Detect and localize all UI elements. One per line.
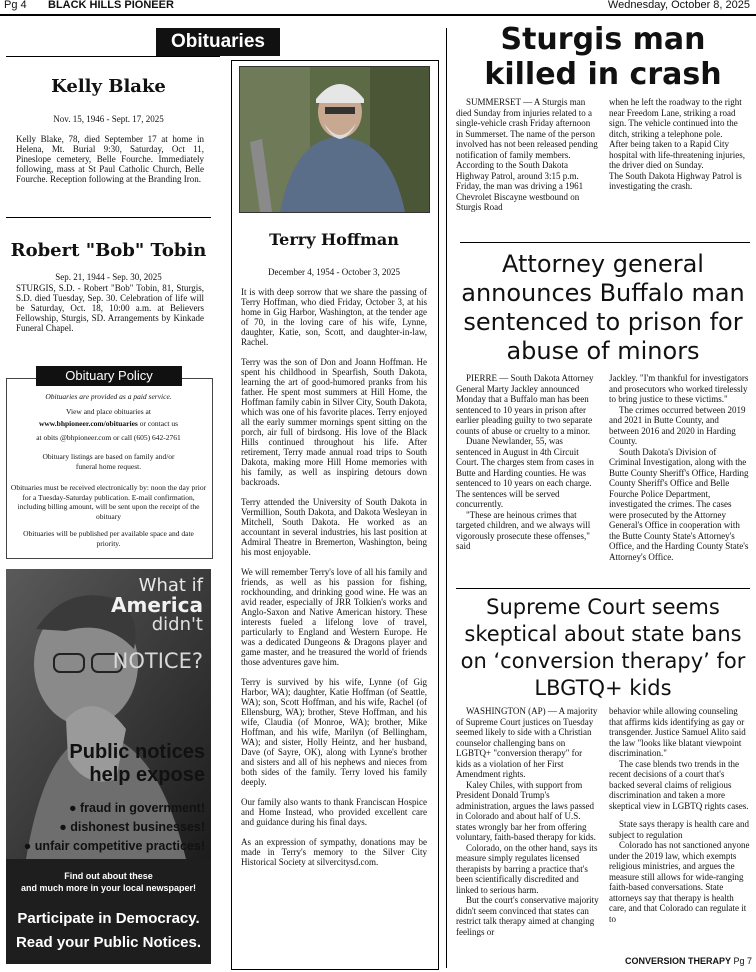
policy-line: Obituaries must be received electronically by: noon the day prior for a Tuesday-Saturday publication. E-mail confirmation, including billing amount, will be sent upon the receipt of the obituary <box>10 483 207 521</box>
ad-didnt: didn't <box>151 614 203 635</box>
ad-bullets <box>24 799 205 856</box>
page-number: Pg 4 <box>4 0 27 11</box>
scotus-col-2: behavior while allowing counseling that affirms kids identifying as gay or transgender. Justice Samuel Alito said the law "looks like blatant viewpoint discrimination." The case blends two trends in the recent decisions of a court that's backed several claims of religious discrimination and taken a more skeptical view in LGBTQ rights cases. State says therapy is health care and subject to regulation Colorado has not sanctioned anyone under the 2019 law, which exempts religious ministries, and argues the measure still allows for wide-ranging faith-based conversations. State attorneys say that therapy is health care, and that Colorado can regulate it to <box>609 706 750 924</box>
ad-what-if: What if <box>138 575 203 596</box>
sturgis-col-2: when he left the roadway to the right near Freedom Lane, striking a road sign. The vehicle continued into the ditch, striking a telephone pole. After being taken to a Rapid City hospital with life-threatening injuries, the driver died on Sunday. The South Dakota Highway Patrol is investigating the crash. <box>609 97 745 191</box>
policy-line: Obituary listings are based on family and/or funeral home request. <box>42 452 175 471</box>
obit-body-hoffman <box>241 287 427 877</box>
policy-contact: at obits @bhpioneer.com or call (605) 642-2761 <box>36 433 181 442</box>
ad-bullet: ● dishonest businesses! <box>59 820 205 834</box>
ad-america: America <box>111 593 203 617</box>
ad-notice: NOTICE? <box>112 649 203 673</box>
headline-line: LBGTQ+ kids <box>534 676 672 700</box>
policy-line: Obituaries will be published per available space and date priority. <box>23 529 194 548</box>
policy-line: View and place obituaries at <box>66 407 151 416</box>
headline-line: skeptical about state bans <box>464 622 742 646</box>
continued-jump[interactable] <box>612 956 752 966</box>
scotus-headline <box>456 594 750 702</box>
obit-paragraph: Terry is survived by his wife, Lynne (of Gig Harbor, WA); daughter, Katie Hoffman (of Seattle, WA); son, Scott Hoffman, and his wife, Rachel (of Ellensburg, WA); brother, Steve Hoffman, and his wife, Claudia (of Monroe, WA); brother, Mike Hoffman, and his wife, Marilyn (of Bellingham, WA); and sister, Holly Heintz, and her husband, Dave (of Sayre, OK), along with Lynne's brother and sisters and all of his nephews and nieces from both sides of the family. Terry loved his family deeply. <box>241 677 427 787</box>
attorney-headline <box>456 250 750 366</box>
obit-paragraph: Our family also wants to thank Franciscan Hospice and Home Instead, who provided excellent care and guidance during his final days. <box>241 797 427 827</box>
ad-bullet: ● fraud in government! <box>68 801 205 815</box>
headline-line: sentenced to prison for <box>463 308 743 336</box>
ad-find-out: Find out about these <box>64 871 153 881</box>
headline-line: Sturgis man <box>500 22 706 57</box>
obit-name-hoffman: Terry Hoffman <box>269 230 399 249</box>
section-title: Obituaries <box>156 28 280 56</box>
obit-name-kelly: Kelly Blake <box>51 76 166 97</box>
ad-help-expose: help expose <box>89 764 205 786</box>
obituary-policy-title: Obituary Policy <box>36 366 182 386</box>
ad-bullet: ● unfair competitive practices! <box>23 839 205 853</box>
divider <box>456 588 750 589</box>
sturgis-headline <box>456 22 750 92</box>
obit-paragraph: We will remember Terry's love of all his family and friends, as well as his passion for fishing, rockhounding, and drinking good wine. He was an avid reader, especially of JRR Tolkien's works and Anglo-Saxon and Native American history. These interests fueled a lifelong love of travel, particularly to England and Western Europe. He was a dedicated Dungeons & Dragons player and game master, and he treasured the world of friends those adventures gave him. <box>241 567 427 667</box>
obit-name-tobin: Robert "Bob" Tobin <box>10 240 207 261</box>
policy-link-line: www.bhpioneer.com/obituaries or contact us <box>38 419 179 428</box>
newspaper-name: BLACK HILLS PIONEER <box>48 0 174 11</box>
obit-dates-kelly: Nov. 15, 1946 - Sept. 17, 2025 <box>53 114 164 124</box>
obit-dates-tobin: Sep. 21, 1944 - Sep. 30, 2025 <box>55 272 162 282</box>
public-notices-ad[interactable] <box>6 569 211 964</box>
issue-date: Wednesday, October 8, 2025 <box>607 0 750 11</box>
sturgis-col-1: SUMMERSET — A Sturgis man died Sunday from injuries related to a single-vehicle crash Friday afternoon in Summerset. The name of the person involved has not been released pending notification of family members. According to the South Dakota Highway Patrol, around 3:15 p.m. Friday, the man was driving a 1961 Chevrolet Biscayne westbound on Sturgis Road <box>456 97 598 212</box>
jump-page: Pg 7 <box>733 956 752 966</box>
headline-line: Supreme Court seems <box>486 595 720 619</box>
headline-line: on ‘conversion therapy’ for <box>460 649 746 673</box>
jump-label: CONVERSION THERAPY <box>624 956 731 966</box>
obit-paragraph: As an expression of sympathy, donations may be made in Terry's memory to the Silver City Historical Society at silvercitysd.com. <box>241 837 427 867</box>
divider <box>6 56 220 57</box>
obit-dates-hoffman: December 4, 1954 - October 3, 2025 <box>268 267 400 277</box>
ad-read-notices: Read your Public Notices. <box>15 934 202 951</box>
column-divider <box>446 28 447 968</box>
headline-line: Attorney general <box>502 250 704 278</box>
portrait-image <box>240 67 429 212</box>
obit-body-tobin: STURGIS, S.D. - Robert "Bob" Tobin, 81, Sturgis, S.D. died Tuesday, Sep. 30. Celebration of life will be Saturday, Oct. 18, 10:00 a.m. at Believers Fellowship, Sturgis, SD. Arrangements by Kinkade Funeral Chapel. <box>16 283 204 333</box>
attorney-col-1: PIERRE — South Dakota Attorney General Marty Jackley announced Monday that a Buffalo man has been sentenced to 10 years in prison after earlier pleading guilty to two separate counts of abuse or cruelty to a minor. Duane Newlander, 55, was sentenced in August in 4th Circuit Court. The charges stem from cases in Butte and Harding counties. He was sentenced to 10 years on each charge. The sentences will be served concurrently. "These are heinous crimes that targeted children, and we always will vigorously prosecute these offenses," said <box>456 373 594 551</box>
headline-line: announces Buffalo man <box>461 279 745 307</box>
page-header <box>0 0 756 16</box>
policy-line: Obituaries are provided as a paid service. <box>45 392 172 401</box>
ad-participate: Participate in Democracy. <box>17 910 200 927</box>
obit-paragraph: It is with deep sorrow that we share the passing of Terry Hoffman, who died Friday, October 3, at his home in Gig Harbor, Washington, at the tender age of 70, in the loving care of his wife, Lynne, daughter, Katie, son, Scott, and daughter-in-law, Rachel. <box>241 287 427 347</box>
ad-find-out-2: and much more in your local newspaper! <box>20 883 197 893</box>
obit-body-kelly: Kelly Blake, 78, died September 17 at home in Helena, Mt. Burial 9:30, Saturday, Oct 11, Pineslope cemetery, Belle Fourche. Immediately following, mass at St Paul Catholic Church, Belle Fourche. Reception following at the Branding Iron. <box>16 134 204 184</box>
obituaries-link[interactable]: www.bhpioneer.com/obituaries <box>38 419 138 428</box>
divider <box>6 217 211 218</box>
headline-line: abuse of minors <box>506 337 700 365</box>
attorney-col-2: Jackley. "I'm thankful for investigators and prosecutors who worked tirelessly to bring justice to these victims." The crimes occurred between 2019 and 2021 in Butte County, and between 2016 and 2020 in Harding County. South Dakota's Division of Criminal Investigation, along with the Butte County Sheriff's Office, Harding County Sheriff's Office and Belle Fourche Police Department, investigated the crimes. The cases were prosecuted by the Attorney General's Office in cooperation with the Butte County State's Attorney's Office, and the Harding County State's Attorney's Office. <box>609 373 749 562</box>
obit-paragraph: Terry attended the University of South Dakota in Vermillion, South Dakota, and Dakota Wesleyan in Mitchell, South Dakota. He worked as an accountant in several industries, his last position at Admiral Theatre in Bremerton, Washington, being his most enjoyable. <box>241 497 427 557</box>
obit-paragraph: Terry was the son of Don and Joann Hoffman. He spent his childhood in Spearfish, South Dakota, learning the art of good-humored pranks from his father. He spent most summers at Hill Home, the Hoffman family cabin in Silver City, South Dakota, which was one of his favorite places. Terry enjoyed all the early summer mornings spent sitting on the porch, air full of birdsong. His love of the Black Hills continued throughout his life. After retirement, Terry made annual road trips to South Dakota, making more Hill Home memories with his family, as well as inspiring detours down backroads. <box>241 357 427 487</box>
obit-photo-hoffman <box>239 66 430 213</box>
ad-public-notices: Public notices <box>69 741 205 763</box>
divider <box>460 242 750 243</box>
scotus-col-1: WASHINGTON (AP) — A majority of Supreme Court justices on Tuesday seemed likely to side with a Christian counselor challenging bans on LGBTQ+ "conversion therapy" for kids as a violation of her First Amendment rights. Kaley Chiles, with support from President Donald Trump's administration, argues the laws passed in Colorado and about half of U.S. states wrongly bar her from offering voluntary, faith-based therapy for kids. Colorado, on the other hand, says its measure simply regulates licensed therapists by barring a practice that's been scientifically discredited and linked to serious harm. But the court's conservative majority didn't seem convinced that states can restrict talk therapy aimed at changing feelings or <box>456 706 599 937</box>
headline-line: killed in crash <box>484 57 722 92</box>
